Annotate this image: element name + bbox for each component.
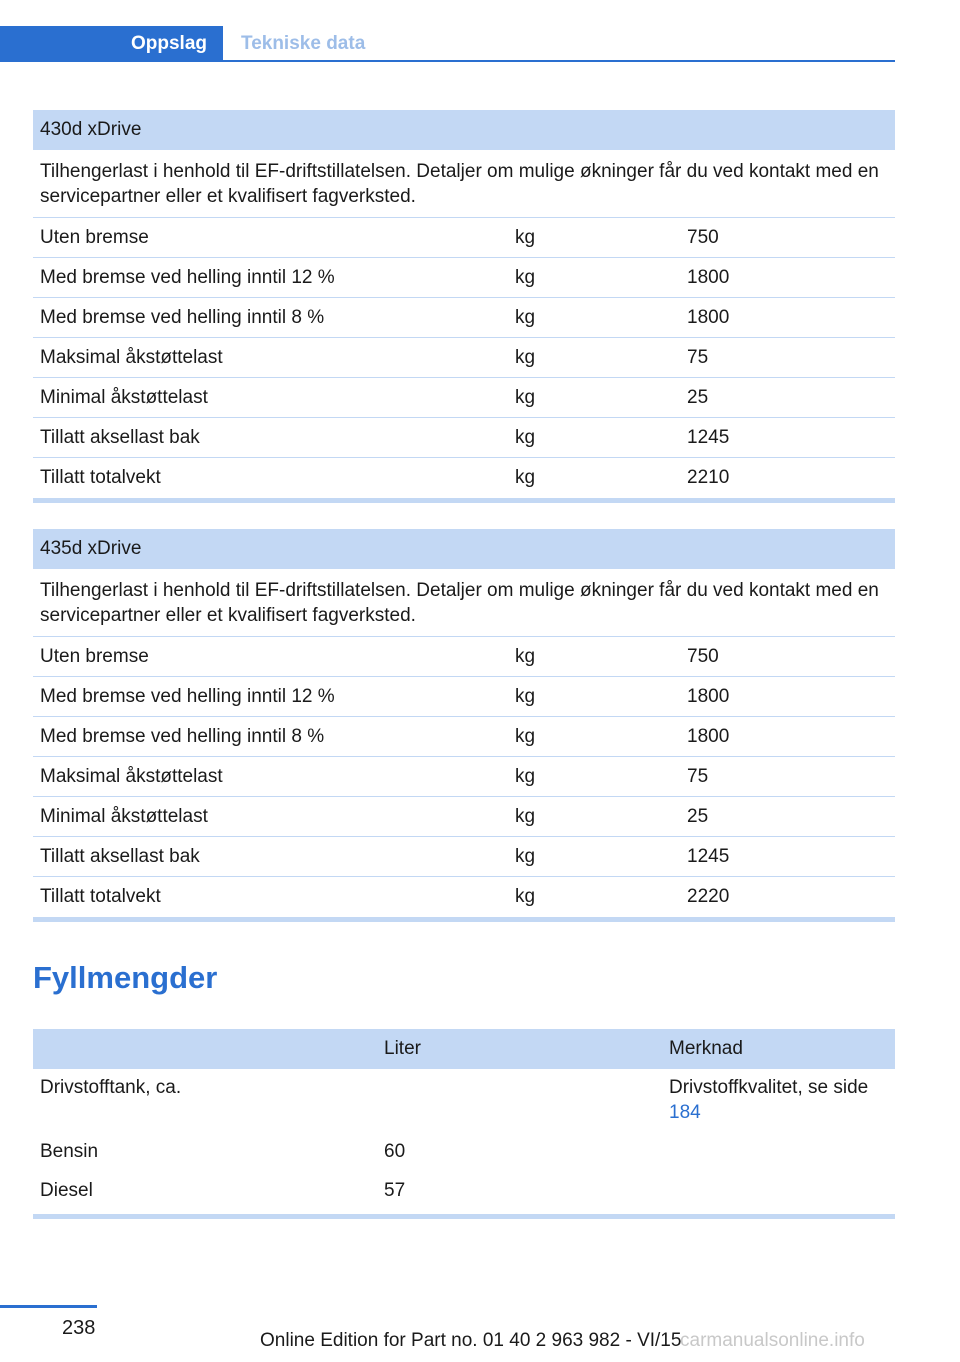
row-label: Minimal åkstøttelast bbox=[40, 387, 208, 408]
table-row bbox=[33, 378, 895, 418]
row-unit: kg bbox=[515, 886, 536, 907]
table-model-heading: 435d xDrive bbox=[33, 529, 895, 569]
table-row bbox=[33, 298, 895, 338]
edition-text: Online Edition for Part no. 01 40 2 963 982 - VI/15 bbox=[260, 1330, 682, 1351]
row-unit: kg bbox=[515, 307, 536, 328]
watermark: carmanualsonline.info bbox=[680, 1330, 865, 1351]
table-rows bbox=[33, 218, 895, 498]
table-model-heading: 430d xDrive bbox=[33, 110, 895, 150]
row-value: 2210 bbox=[687, 467, 730, 488]
row-unit: kg bbox=[515, 347, 536, 368]
table-row bbox=[33, 1172, 895, 1214]
spec-table-430d bbox=[33, 110, 895, 503]
table-row bbox=[33, 797, 895, 837]
table-row bbox=[33, 677, 895, 717]
row-unit: kg bbox=[515, 227, 536, 248]
table-row bbox=[33, 757, 895, 797]
header-divider bbox=[0, 60, 895, 62]
table-row bbox=[33, 338, 895, 378]
column-header-liter: Liter bbox=[384, 1038, 421, 1059]
row-unit: kg bbox=[515, 267, 536, 288]
table-row bbox=[33, 637, 895, 677]
row-label: Med bremse ved helling inntil 8 % bbox=[40, 726, 325, 747]
row-unit: kg bbox=[515, 387, 536, 408]
row-label: Uten bremse bbox=[40, 227, 149, 248]
row-value: 1800 bbox=[687, 267, 730, 288]
row-label: Tillatt aksellast bak bbox=[40, 846, 200, 867]
table-bottom-rule bbox=[33, 498, 895, 503]
row-unit: kg bbox=[515, 806, 536, 827]
row-value: 75 bbox=[687, 766, 709, 787]
row-label: Maksimal åkstøttelast bbox=[40, 766, 223, 787]
row-liter: 57 bbox=[384, 1180, 406, 1201]
row-unit: kg bbox=[515, 726, 536, 747]
row-label: Maksimal åkstøttelast bbox=[40, 347, 223, 368]
table-description: Tilhengerlast i henhold til EF-driftstillatelsen. Detaljer om mulige økninger får du ved kontakt med en servicepartner eller et kvalifisert fagverksted. bbox=[33, 150, 895, 218]
table-row bbox=[33, 458, 895, 498]
row-value: 750 bbox=[687, 646, 719, 667]
page-reference-link[interactable]: 184 bbox=[669, 1102, 701, 1123]
row-unit: kg bbox=[515, 846, 536, 867]
row-value: 1245 bbox=[687, 427, 730, 448]
row-label: Tillatt totalvekt bbox=[40, 886, 161, 907]
row-unit: kg bbox=[515, 646, 536, 667]
row-unit: kg bbox=[515, 427, 536, 448]
row-label: Med bremse ved helling inntil 12 % bbox=[40, 267, 335, 288]
row-label: Minimal åkstøttelast bbox=[40, 806, 208, 827]
table-description: Tilhengerlast i henhold til EF-driftstillatelsen. Detaljer om mulige økninger får du ved kontakt med en servicepartner eller et kvalifisert fagverksted. bbox=[33, 569, 895, 637]
row-value: 1800 bbox=[687, 307, 730, 328]
table-rows bbox=[33, 637, 895, 917]
page-number: 238 bbox=[62, 1317, 96, 1339]
table-row bbox=[33, 258, 895, 298]
row-value: 25 bbox=[687, 387, 709, 408]
table-row bbox=[33, 877, 895, 917]
table-row bbox=[33, 218, 895, 258]
section-title-fyllmengder: Fyllmengder bbox=[33, 960, 218, 995]
table-row bbox=[33, 1069, 895, 1133]
row-value: 75 bbox=[687, 347, 709, 368]
row-liter: 60 bbox=[384, 1141, 406, 1162]
row-label: Bensin bbox=[40, 1141, 99, 1162]
row-label: Drivstofftank, ca. bbox=[40, 1077, 182, 1098]
note-text: Drivstoffkvalitet, se side bbox=[669, 1077, 869, 1098]
table-row bbox=[33, 717, 895, 757]
row-label: Med bremse ved helling inntil 8 % bbox=[40, 307, 325, 328]
row-note bbox=[669, 1075, 869, 1125]
fyllmengder-header bbox=[33, 1029, 895, 1069]
row-value: 1245 bbox=[687, 846, 730, 867]
table-row bbox=[33, 837, 895, 877]
row-unit: kg bbox=[515, 686, 536, 707]
tab-oppslag[interactable]: Oppslag bbox=[0, 26, 223, 62]
fyllmengder-table bbox=[33, 1029, 895, 1219]
row-label: Tillatt aksellast bak bbox=[40, 427, 200, 448]
spec-table-435d bbox=[33, 529, 895, 922]
row-value: 2220 bbox=[687, 886, 730, 907]
row-label: Uten bremse bbox=[40, 646, 149, 667]
row-value: 1800 bbox=[687, 686, 730, 707]
row-value: 25 bbox=[687, 806, 709, 827]
row-value: 750 bbox=[687, 227, 719, 248]
table-row bbox=[33, 418, 895, 458]
row-label: Diesel bbox=[40, 1180, 93, 1201]
row-label: Med bremse ved helling inntil 12 % bbox=[40, 686, 335, 707]
row-unit: kg bbox=[515, 467, 536, 488]
table-bottom-rule bbox=[33, 1214, 895, 1219]
tab-tekniske-data[interactable]: Tekniske data bbox=[241, 33, 366, 54]
row-value: 1800 bbox=[687, 726, 730, 747]
footer-divider bbox=[0, 1305, 97, 1308]
table-row bbox=[33, 1133, 895, 1172]
column-header-merknad: Merknad bbox=[669, 1038, 743, 1059]
table-bottom-rule bbox=[33, 917, 895, 922]
row-unit: kg bbox=[515, 766, 536, 787]
row-label: Tillatt totalvekt bbox=[40, 467, 161, 488]
